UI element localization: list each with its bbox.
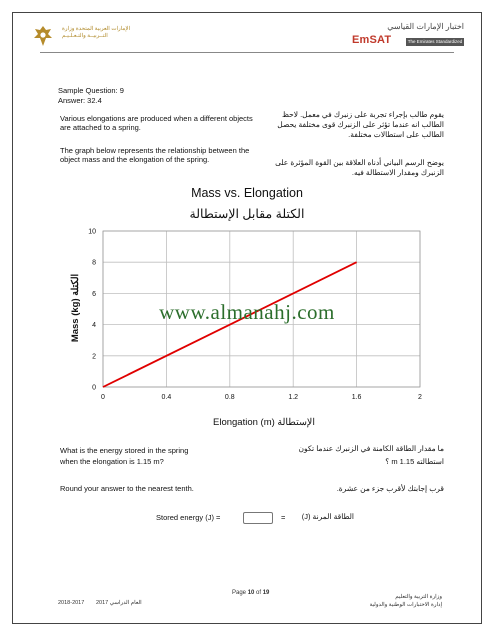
x-tick-label: 0.8 [224,394,235,401]
stored-energy-input[interactable] [243,512,273,524]
stored-energy-equals: = [281,513,286,522]
graph-description-arabic: يوضح الرسم البياني أدناه العلاقة بين القوة المؤثرة على الزنبرك ومقدار الاستطالة فيه. [275,158,444,177]
emsat-subtitle: The Emirates Standardized Test [407,39,463,52]
prompt-english-line1: What is the energy stored in the spring [60,446,189,455]
chart-title-arabic: الكتلة مقابل الإستطالة [189,207,305,221]
round-instruction-arabic: قرب إجابتك لأقرب جزء من عشرة. [336,484,444,493]
prompt-arabic-line2: استطالته 1.15 m ؟ [385,457,444,466]
question-number: Sample Question: 9 [58,86,124,95]
y-tick-label: 6 [92,290,96,298]
stored-energy-label-arabic: الطاقة المرنة (J) [301,512,354,521]
y-axis-label: Mass (kg) الكتلة [70,273,81,343]
answer-label: Answer: 32.4 [58,96,102,105]
uae-ministry-text: الإمارات العربية المتحدة وزارة التــربيــة والتـعـلـيـم [62,26,131,39]
graph-description-english: The graph below represents the relationship between the object mass and the elongation of the spring. [60,146,250,164]
prompt-arabic-line1: ما مقدار الطاقة الكامنة في الزنبرك عندما تكون [298,444,444,453]
intro-arabic: يقوم طالب بإجراء تجربة على زنبرك في معمل. لاحظ الطالب انه عندما تؤثر على الزنبرك قوى مختلفة يحصل الطالب على استطالات مختلفة. [277,110,444,139]
x-tick-label: 2 [418,394,422,401]
academic-year-arabic: العام الدراسي 2017 [96,600,142,606]
intro-english: Various elongations are produced when a different objects are attached to a spring. [60,114,253,132]
x-tick-label: 0 [101,394,105,401]
y-tick-label: 4 [92,322,96,330]
round-instruction-english: Round your answer to the nearest tenth. [60,484,194,493]
footer-ministry-line1: وزارة التربية والتعليم [395,594,442,600]
stored-energy-label: Stored energy (J) = [156,513,221,522]
y-tick-label: 8 [92,259,96,267]
x-tick-label: 0.4 [161,394,172,401]
emsat-logo: EmSAT [352,34,392,46]
watermark-url: www.almanahj.com [159,300,335,324]
x-tick-label: 1.6 [351,394,362,401]
page-number: Page 10 of 19 [232,590,270,596]
academic-year: 2018-2017 [58,600,85,606]
y-tick-label: 10 [88,228,96,236]
x-axis-label: Elongation (m) الإستطالة [213,417,315,428]
x-tick-label: 1.2 [288,394,299,401]
y-tick-label: 2 [92,353,96,361]
y-tick-label: 0 [92,384,96,392]
prompt-english-line2: when the elongation is 1.15 m? [60,457,164,466]
emsat-arabic-title: اختبار الإمارات القياسي [387,22,464,31]
chart-title: Mass vs. Elongation [191,186,303,200]
footer-ministry-line2: إدارة الاختبارات الوطنية والدولية [369,602,442,608]
